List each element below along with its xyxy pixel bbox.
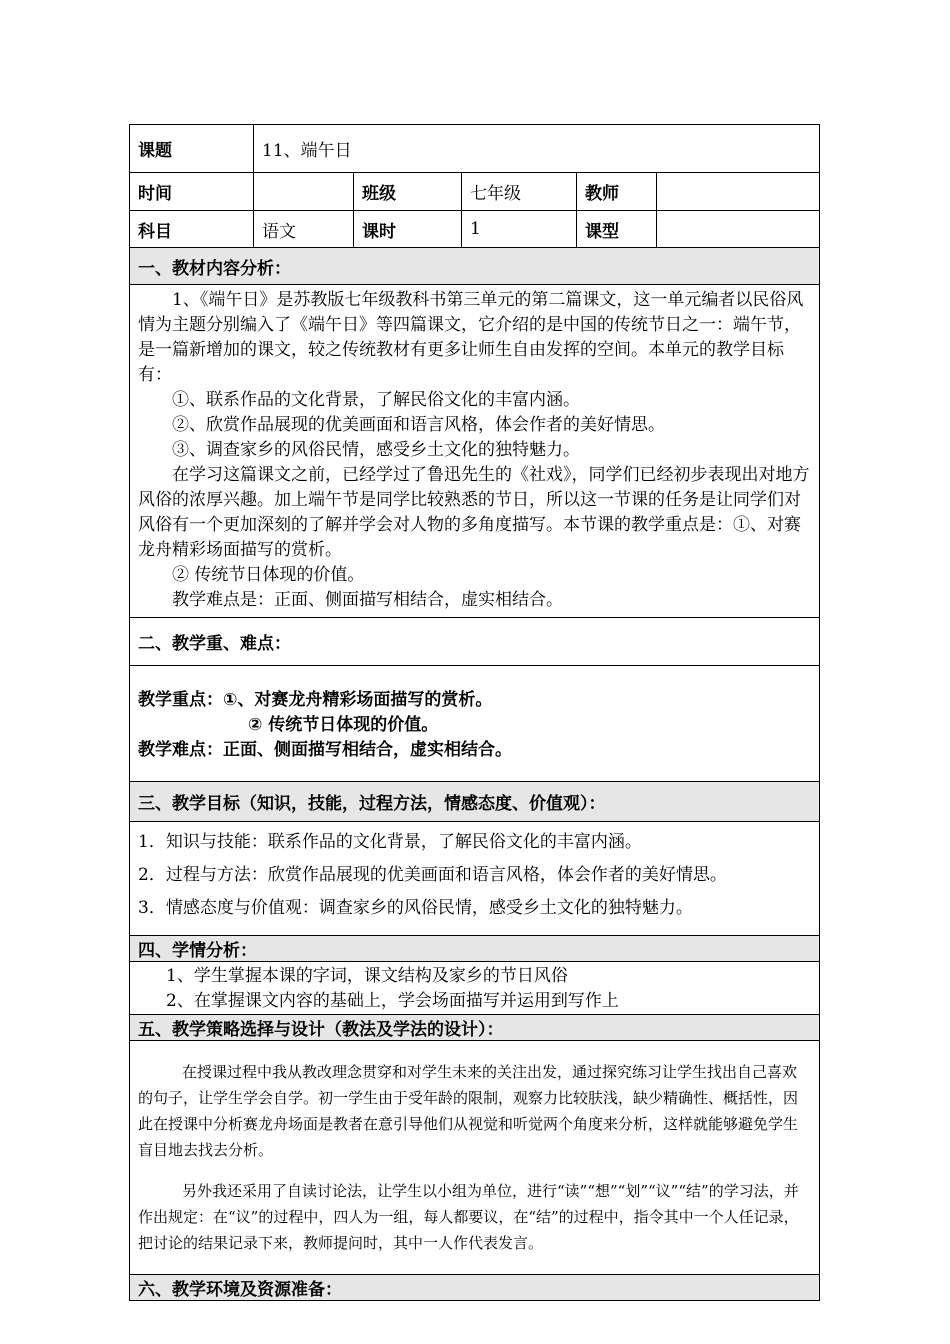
section6-header-row	[130, 1275, 820, 1301]
type-value	[657, 211, 820, 248]
section3-title: 三、教学目标（知识，技能，过程方法，情感态度、价值观）：	[130, 782, 820, 822]
topic-row	[130, 125, 820, 173]
section2-body	[130, 666, 820, 782]
key-point-line: 教学重点：①、对赛龙舟精彩场面描写的赏析。	[138, 690, 493, 710]
student-analysis-item: 2、在掌握课文内容的基础上，学会场面描写并运用到写作上	[166, 991, 619, 1011]
difficult-point-line: 教学难点：正面、侧面描写相结合，虚实相结合。	[138, 740, 512, 760]
class-value: 七年级	[462, 173, 577, 211]
section1-body	[130, 285, 820, 618]
student-analysis-item: 1、学生掌握本课的字词，课文结构及家乡的节日风俗	[166, 966, 568, 986]
section4-header-row	[130, 936, 820, 962]
section4-body	[130, 962, 820, 1015]
section6-title: 六、教学环境及资源准备：	[130, 1275, 820, 1301]
section5-body	[130, 1041, 820, 1275]
section2-title: 二、教学重、难点：	[130, 618, 820, 666]
section1-title: 一、教材内容分析：	[130, 248, 820, 285]
time-row	[130, 173, 820, 211]
section5-body-row	[130, 1041, 820, 1275]
time-value	[254, 173, 354, 211]
section1-body-row	[130, 285, 820, 618]
section1-paragraph: ③、调查家乡的风俗民情，感受乡土文化的独特魅力。	[172, 440, 580, 460]
topic-label: 课题	[130, 125, 254, 173]
periods-value: 1	[462, 211, 577, 248]
subject-row	[130, 211, 820, 248]
lesson-plan-page	[129, 124, 819, 1301]
section2-header-row	[130, 618, 820, 666]
teacher-label: 教师	[577, 173, 657, 211]
section1-header-row	[130, 248, 820, 285]
section3-body	[130, 822, 820, 936]
strategy-paragraph: 另外我还采用了自读讨论法，让学生以小组为单位，进行“读”“想”“划”“议”“结”的学习法，并作出规定：在“议”的过程中，四人为一组，每人都要议，在“结”的过程中，指令其中一个人任记录，把讨论的结果记录下来，教师提问时，其中一人作代表发言。	[138, 1182, 799, 1252]
section3-body-row	[130, 822, 820, 936]
section4-title: 四、学情分析：	[130, 936, 820, 962]
lesson-plan-table	[129, 124, 820, 1301]
teacher-value	[657, 173, 820, 211]
key-point-line-2: ② 传统节日体现的价值。	[248, 715, 439, 735]
goal-item: 3．情感态度与价值观：调查家乡的风俗民情，感受乡土文化的独特魅力。	[138, 898, 693, 918]
section5-header-row	[130, 1015, 820, 1041]
time-label: 时间	[130, 173, 254, 211]
section5-title: 五、教学策略选择与设计（教法及学法的设计）：	[130, 1015, 820, 1041]
goal-item: 2．过程与方法：欣赏作品展现的优美画面和语言风格，体会作者的美好情思。	[138, 865, 727, 885]
section1-paragraph: 教学难点是：正面、侧面描写相结合，虚实相结合。	[172, 590, 563, 610]
subject-value: 语文	[254, 211, 354, 248]
section1-paragraph: 1、《端午日》是苏教版七年级教科书第三单元的第二篇课文，这一单元编者以民俗风情为主题分别编入了《端午日》等四篇课文，它介绍的是中国的传统节日之一：端午节，是一篇新增加的课文，较之传统教材有更多让师生自由发挥的空间。本单元的教学目标有：	[138, 290, 804, 385]
subject-label: 科目	[130, 211, 254, 248]
section2-body-row	[130, 666, 820, 782]
section1-paragraph: ①、联系作品的文化背景，了解民俗文化的丰富内涵。	[172, 390, 580, 410]
topic-value: 11、端午日	[254, 125, 820, 173]
periods-label: 课时	[354, 211, 462, 248]
section4-body-row	[130, 962, 820, 1015]
type-label: 课型	[577, 211, 657, 248]
class-label: 班级	[354, 173, 462, 211]
section1-paragraph: ② 传统节日体现的价值。	[172, 565, 365, 585]
section1-paragraph: ②、欣赏作品展现的优美画面和语言风格，体会作者的美好情思。	[172, 415, 665, 435]
section3-header-row	[130, 782, 820, 822]
strategy-paragraph: 在授课过程中我从教改理念贯穿和对学生未来的关注出发，通过探究练习让学生找出自己喜欢的句子，让学生学会自学。初一学生由于受年龄的限制，观察力比较肤浅，缺少精确性、概括性，因此在授课中分析赛龙舟场面是教者在意引导他们从视觉和听觉两个角度来分析，这样就能够避免学生盲目地去找去分析。	[138, 1063, 799, 1159]
section1-paragraph: 在学习这篇课文之前，已经学过了鲁迅先生的《社戏》，同学们已经初步表现出对地方风俗的浓厚兴趣。加上端午节是同学比较熟悉的节日，所以这一节课的任务是让同学们对风俗有一个更加深刻的了解并学会对人物的多角度描写。本节课的教学重点是：①、对赛龙舟精彩场面描写的赏析。	[138, 465, 810, 560]
goal-item: 1．知识与技能：联系作品的文化背景，了解民俗文化的丰富内涵。	[138, 832, 642, 852]
